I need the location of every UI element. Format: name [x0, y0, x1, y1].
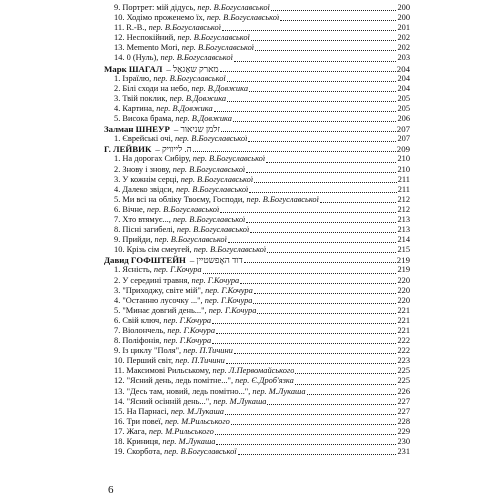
entry-title: [114, 316, 211, 326]
translator: пер. В.Богуславської: [153, 73, 226, 83]
dot-leader: [221, 131, 396, 132]
page-ref: 205: [397, 93, 410, 103]
title-text: 2. Білі сходи на небо,: [114, 83, 192, 93]
dot-leader: [212, 323, 396, 324]
entry-title: [114, 13, 279, 23]
toc-entry: [104, 336, 410, 346]
translator: пер. М.Лукаша: [170, 406, 224, 416]
entry-title: [114, 94, 226, 104]
entry-title: [114, 74, 226, 84]
dot-leader: [227, 101, 396, 102]
page-ref: 231: [397, 447, 410, 457]
author-name: [104, 124, 220, 134]
toc-entry: [104, 94, 410, 104]
dot-leader: [267, 404, 396, 405]
toc-entry: [104, 23, 410, 33]
hebrew-name: – דוד האָפשטיין: [189, 255, 243, 266]
toc-entry: [104, 114, 410, 124]
entry-title: [114, 306, 256, 316]
dot-leader: [227, 81, 397, 82]
dot-leader: [193, 151, 396, 152]
title-text: 18. Криниця,: [114, 437, 163, 447]
title-text: 3. У кожнім серці,: [114, 174, 181, 184]
translator: пер. В.Богуславської: [193, 245, 267, 255]
translator: пер. Г.Кочура: [167, 326, 216, 335]
author-heading: [104, 255, 410, 265]
translator: пер. В.Довжика: [169, 93, 227, 103]
dot-leader: [220, 71, 396, 72]
entry-title: [114, 225, 249, 235]
translator: пер. В.Богуславської: [192, 154, 266, 164]
toc-entry: [104, 185, 410, 195]
page-ref: 204: [397, 83, 410, 93]
title-text: 5. Висока брама,: [114, 114, 176, 124]
toc-entry: [104, 195, 410, 205]
toc-entry: [104, 154, 410, 164]
page-ref: 220: [397, 275, 410, 285]
title-text: 12. "Ясний день, ледь помітне...",: [114, 376, 236, 386]
page-ref: 221: [397, 315, 410, 325]
toc-entry: [104, 225, 410, 235]
toc-entry: [104, 205, 410, 215]
entry-title: [114, 417, 230, 427]
entry-title: [114, 276, 239, 286]
title-text: 5. "Минає довгий день...",: [114, 305, 209, 315]
dot-leader: [249, 192, 396, 193]
entry-title: [114, 205, 219, 215]
translator: пер. В.Довжика: [156, 103, 213, 113]
toc-entry: [104, 215, 410, 225]
entry-title: [114, 104, 213, 114]
entry-title: [114, 265, 202, 275]
page-ref: 204: [397, 73, 410, 83]
toc-entry: [104, 286, 410, 296]
page-number: 6: [108, 484, 114, 496]
entry-title: [114, 397, 266, 407]
translator: пер. В.Богуславської: [197, 3, 270, 12]
dot-leader: [295, 384, 397, 385]
title-text: 1. Єврейські очі,: [114, 134, 175, 144]
title-text: 13. "Десь там, новий, ледь помітно...",: [114, 386, 253, 396]
toc-entry: [104, 245, 410, 255]
toc-entry: [104, 165, 410, 175]
page-ref: 202: [397, 43, 410, 53]
toc-entry: [104, 84, 410, 94]
page-ref: 229: [397, 426, 410, 436]
translator: пер. В.Богуславської: [172, 164, 246, 174]
entry-title: [114, 336, 211, 346]
dot-leader: [254, 293, 397, 294]
page-ref: 211: [397, 174, 410, 184]
page-ref: 227: [397, 396, 410, 406]
toc-entry: [104, 366, 410, 376]
entry-title: [114, 356, 225, 366]
title-text: 19. Скорбота,: [114, 447, 165, 457]
translator: пер. Г.Кочура: [204, 295, 253, 305]
dot-leader: [220, 212, 396, 213]
toc-entry: [104, 306, 410, 316]
translator: пер. В.Богуславської: [148, 23, 222, 33]
dot-leader: [234, 353, 397, 354]
entry-title: [114, 447, 237, 457]
entry-title: [114, 296, 252, 306]
page-ref: 213: [397, 214, 410, 224]
page-ref: 225: [397, 376, 410, 386]
author-heading: [104, 64, 410, 74]
toc-entry: [104, 53, 410, 63]
translator: пер. М.Лукаша: [162, 437, 216, 447]
translator: пер. В.Богуславської: [181, 43, 255, 53]
page-ref: 222: [397, 346, 410, 356]
toc-entry: [104, 316, 410, 326]
entry-title: [114, 43, 254, 53]
page-ref: 202: [397, 33, 410, 43]
entry-title: [114, 346, 233, 356]
dot-leader: [249, 91, 396, 92]
translator: пер. Г.Кочура: [153, 265, 202, 275]
title-text: 17. Жага,: [114, 426, 149, 436]
title-text: Залман ШНЕУР: [104, 124, 170, 135]
dot-leader: [214, 111, 397, 112]
title-text: Г. ЛЕЙВИК: [104, 144, 152, 155]
entry-title: [114, 114, 232, 124]
translator: пер. М.Лукаша: [252, 386, 306, 396]
dot-leader: [244, 262, 396, 263]
toc-entry: [104, 3, 410, 13]
page-ref: 227: [397, 406, 410, 416]
toc-entry: [104, 447, 410, 457]
page-ref: 221: [397, 326, 410, 335]
title-text: 9. Прийди,: [114, 235, 155, 245]
title-text: 13. Memento Mori,: [114, 43, 182, 53]
page-ref: 222: [397, 336, 410, 346]
title-text: 3. "Приходжу, світе мій",: [114, 285, 206, 295]
translator: пер. В.Богуславської: [174, 134, 248, 144]
entry-title: [114, 387, 306, 397]
page-ref: 219: [397, 265, 410, 275]
title-text: 15. На Парнасі,: [114, 406, 171, 416]
dot-leader: [266, 162, 396, 163]
dot-leader: [216, 444, 396, 445]
dot-leader: [248, 141, 396, 142]
page-ref: 225: [397, 366, 410, 376]
author-heading: [104, 144, 410, 154]
entry-title: [114, 165, 245, 175]
entry-title: [114, 235, 227, 245]
title-text: 4. Картина,: [114, 103, 157, 113]
translator: пер. В.Богуславської: [175, 184, 249, 194]
title-text: 11. R.-B.,: [114, 23, 149, 33]
page-ref: 215: [397, 245, 410, 255]
translator: пер. В.Богуславської: [177, 33, 250, 43]
author-name: [104, 255, 243, 265]
title-text: 9. Портрет: мій дідусь,: [114, 3, 198, 12]
title-text: 10. Крізь сім смеугей,: [114, 245, 194, 255]
author-name: [104, 64, 219, 74]
title-text: 11. Максимові Рильському,: [114, 366, 213, 376]
entry-title: [114, 286, 253, 296]
title-text: 10. Перший світ,: [114, 356, 176, 366]
page-ref: 207: [397, 134, 410, 144]
toc-entry: [104, 43, 410, 53]
translator: пер. В.Довжика: [191, 83, 249, 93]
translator: пер. Л.Первомайського: [212, 366, 295, 376]
entry-title: [114, 366, 294, 376]
page-ref: 203: [397, 53, 410, 63]
dot-leader: [212, 343, 396, 344]
entry-title: [114, 407, 224, 417]
toc-entry: [104, 326, 410, 336]
translator: пер. Є.Дроб'язка: [235, 376, 294, 386]
page-ref: 223: [397, 356, 410, 366]
translator: пер. В.Богуславської: [146, 204, 220, 214]
translator: пер. М.Рильського: [148, 426, 214, 436]
translator: пер. Г.Кочура: [205, 285, 253, 295]
title-text: 2. У середині травня,: [114, 275, 192, 285]
title-text: 10. Ходімо прожeнемо їх,: [114, 13, 207, 23]
dot-leader: [254, 182, 397, 183]
dot-leader: [251, 40, 397, 41]
page-ref: 214: [397, 235, 410, 245]
dot-leader: [257, 313, 396, 314]
entry-title: [114, 23, 221, 33]
toc-entry: [104, 427, 410, 437]
page-ref: 200: [397, 3, 410, 12]
toc-entry: [104, 175, 410, 185]
dot-leader: [295, 373, 396, 374]
page-ref: 211: [397, 184, 410, 194]
page-ref: 219: [396, 255, 410, 266]
title-text: 4. "Останню лусочку ...",: [114, 295, 205, 305]
title-text: 3. Твій поклик,: [114, 93, 170, 103]
dot-leader: [228, 242, 396, 243]
entry-title: [114, 427, 214, 437]
dot-leader: [215, 434, 397, 435]
translator: пер. П.Тичини: [175, 356, 225, 366]
title-text: 9. Із циклу "Поля",: [114, 346, 184, 356]
entry-title: [114, 33, 250, 43]
dot-leader: [233, 121, 397, 122]
toc-entry: [104, 33, 410, 43]
entry-title: [114, 175, 253, 185]
entry-title: [114, 154, 265, 164]
translator: пер. В.Богуславської: [172, 214, 246, 224]
entry-title: [114, 437, 215, 447]
translator: пер. В.Довжика: [175, 114, 232, 124]
translator: пер. Г.Кочура: [191, 275, 240, 285]
dot-leader: [240, 283, 396, 284]
toc-entry: [104, 265, 410, 275]
translator: пер. В.Богуславської: [154, 235, 227, 245]
title-text: 4. Далеко звідси,: [114, 184, 176, 194]
page-ref: 220: [397, 285, 410, 295]
dot-leader: [226, 363, 397, 364]
page-ref: 209: [396, 144, 410, 155]
page-ref: 220: [397, 295, 410, 305]
page-ref: 204: [396, 63, 410, 74]
hebrew-name: – מארק שאַגאַל: [166, 63, 219, 74]
dot-leader: [238, 454, 397, 455]
translator: пер. В.Богуславської: [206, 13, 280, 23]
toc-entry: [104, 376, 410, 386]
dot-leader: [203, 273, 397, 274]
title-text: Давид ГОФШТЕЙН: [104, 255, 186, 266]
page-ref: 207: [396, 124, 410, 135]
dot-leader: [307, 394, 397, 395]
toc-entry: [104, 296, 410, 306]
entry-title: [114, 215, 245, 225]
title-text: 1. На дорогах Сибіру,: [114, 154, 193, 164]
entry-title: [114, 53, 233, 63]
dot-leader: [280, 20, 396, 21]
translator: пер. М.Лукаша: [213, 396, 267, 406]
title-text: 5. Ми всі на обліку Твоєму, Господи,: [114, 194, 247, 204]
dot-leader: [216, 333, 396, 334]
toc-entry: [104, 13, 410, 23]
translator: пер. Г.Кочура: [163, 336, 212, 346]
translator: пер. П.Тичини: [183, 346, 233, 356]
toc-entry: [104, 417, 410, 427]
translator: пер. Г.Кочура: [163, 315, 212, 325]
translator: пер. В.Богуславської: [160, 53, 233, 63]
dot-leader: [246, 172, 396, 173]
table-of-contents: [104, 3, 410, 457]
page-ref: 206: [397, 114, 410, 124]
entry-title: [114, 376, 294, 386]
title-text: Марк ШАГАЛ: [104, 63, 163, 74]
title-text: 6. Свій ключ,: [114, 315, 164, 325]
dot-leader: [271, 10, 397, 11]
dot-leader: [222, 30, 396, 31]
dot-leader: [225, 414, 396, 415]
page-ref: 210: [397, 164, 410, 174]
author-name: [104, 144, 192, 154]
title-text: 6. Вічне,: [114, 204, 147, 214]
entry-title: [114, 195, 319, 205]
page-ref: 228: [397, 416, 410, 426]
dot-leader: [267, 252, 396, 253]
title-text: 8. Поліфонія,: [114, 336, 164, 346]
page-ref: 205: [397, 103, 410, 113]
toc-entry: [104, 276, 410, 286]
entry-title: [114, 185, 248, 195]
author-heading: [104, 124, 410, 134]
page-ref: 226: [397, 386, 410, 396]
page-ref: 221: [397, 305, 410, 315]
page-ref: 212: [397, 204, 410, 214]
title-text: 1. Ясність,: [114, 265, 154, 275]
toc-entry: [104, 437, 410, 447]
translator: пер. М.Рильського: [164, 416, 230, 426]
page-ref: 230: [397, 437, 410, 447]
translator: пер. В.Богуславської: [180, 174, 254, 184]
toc-entry: [104, 346, 410, 356]
translator: пер. В.Богуславської: [176, 225, 250, 235]
page-ref: 210: [397, 154, 410, 164]
dot-leader: [253, 303, 396, 304]
toc-entry: [104, 235, 410, 245]
dot-leader: [234, 61, 397, 62]
toc-entry: [104, 134, 410, 144]
toc-entry: [104, 407, 410, 417]
dot-leader: [255, 50, 396, 51]
entry-title: [114, 134, 247, 144]
title-text: 1. Ізраїлю,: [114, 73, 154, 83]
toc-entry: [104, 397, 410, 407]
title-text: 12. Неспокійний,: [114, 33, 178, 43]
title-text: 7. Віолончель,: [114, 326, 168, 335]
entry-title: [114, 245, 266, 255]
entry-title: [114, 84, 248, 94]
page-ref: 201: [397, 23, 410, 33]
page-ref: 200: [397, 13, 410, 23]
translator: пер. Г.Кочура: [208, 305, 257, 315]
hebrew-name: – ה. לייוויק: [155, 144, 192, 155]
title-text: 14. 0 (Нуль),: [114, 53, 161, 63]
title-text: 7. Хто втямує...,: [114, 214, 173, 224]
dot-leader: [250, 232, 396, 233]
translator: пер. В.Богуславської: [164, 447, 237, 457]
hebrew-name: – זלמן שניאור: [173, 124, 220, 135]
page-ref: 212: [397, 194, 410, 204]
toc-entry: [104, 387, 410, 397]
entry-title: [114, 326, 215, 336]
toc-entry: [104, 356, 410, 366]
toc-entry: [104, 104, 410, 114]
dot-leader: [320, 202, 397, 203]
entry-title: [114, 3, 270, 13]
title-text: 16. Три повеї,: [114, 416, 165, 426]
title-text: 2. Знову і знову,: [114, 164, 173, 174]
translator: пер. В.Богуславської: [246, 194, 319, 204]
title-text: 8. Пісні загибелі,: [114, 225, 177, 235]
toc-entry: [104, 74, 410, 84]
title-text: 14. "Ясний осінній день...",: [114, 396, 214, 406]
dot-leader: [231, 424, 397, 425]
page-ref: 213: [397, 225, 410, 235]
dot-leader: [246, 222, 396, 223]
